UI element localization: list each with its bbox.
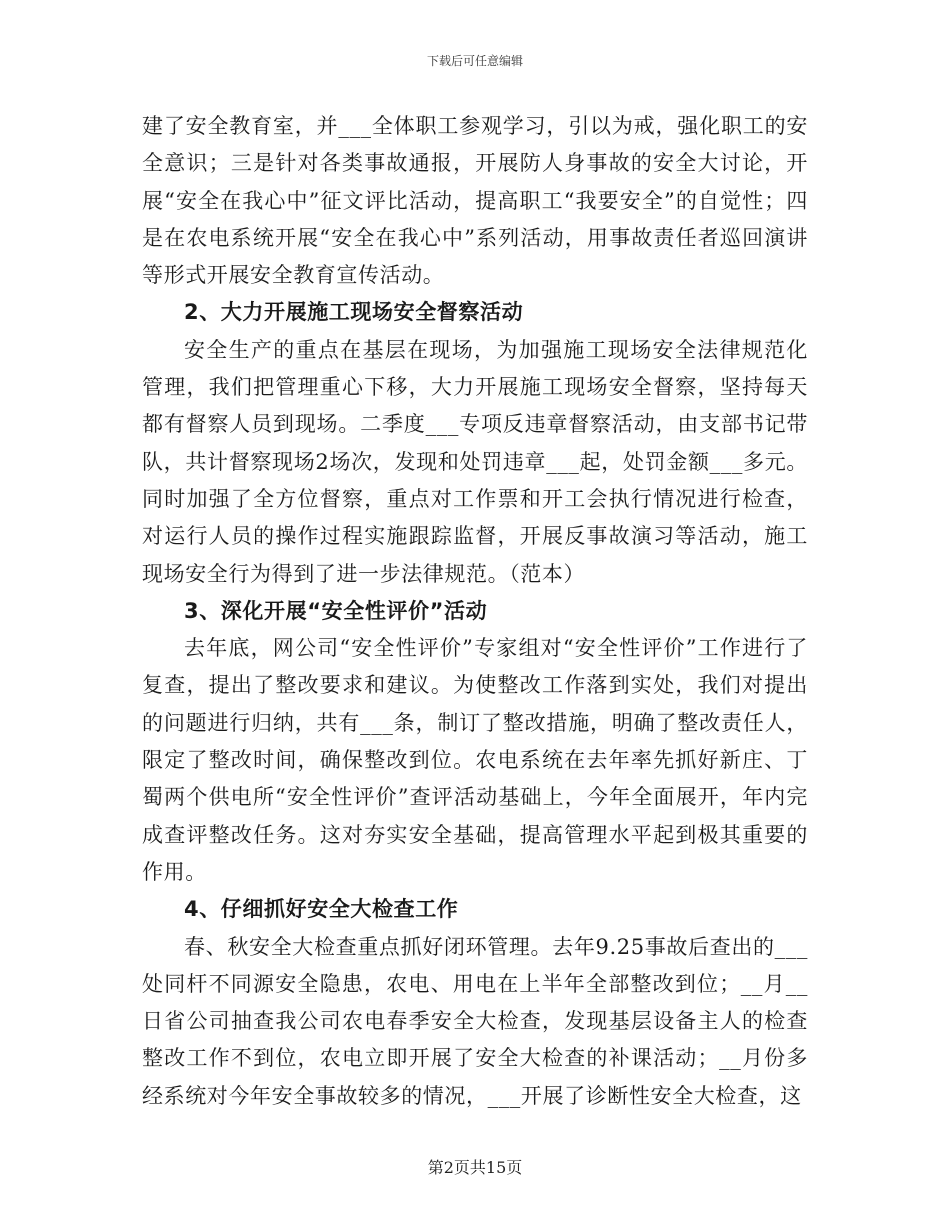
section-heading-4: 4、仔细抓好安全大检查工作 [184,897,459,922]
paragraph-section-3: 去年底，网公司“安全性评价”专家组对“安全性评价”工作进行了复查，提出了整改要求和建议。为使整改工作落到实处，我们对提出的问题进行归纳，共有___条，制订了整改措施，明确了整改责任人，限定了整改时间，确保整改到位。农电系统在去年率先抓好新庄、丁蜀两个供电所“安全性评价”查评活动基础上，今年全面展开，年内完成查评整改任务。这对夯实安全基础，提高管理水平起到极其重要的作用。 [142,636,808,884]
document-body [142,108,808,1115]
section-heading-3: 3、深化开展“安全性评价”活动 [184,598,488,623]
paragraph-section-4: 春、秋安全大检查重点抓好闭环管理。去年9.25事故后查出的___处同杆不同源安全隐患，农电、用电在上半年全部整改到位；__月__日省公司抽查我公司农电春季安全大检查，发现基层设备主人的检查整改工作不到位，农电立即开展了安全大检查的补课活动；__月份多经系统对今年安全事故较多的情况，___开展了诊断性安全大检查，这 [142,934,808,1108]
paragraph-section-2: 安全生产的重点在基层在现场，为加强施工现场安全法律规范化管理，我们把管理重心下移，大力开展施工现场安全督察，坚持每天都有督察人员到现场。二季度___专项反违章督察活动，由支部书记带队，共计督察现场2场次，发现和处罚违章___起，处罚金额___多元。同时加强了全方位督察，重点对工作票和开工会执行情况进行检查，对运行人员的操作过程实施跟踪监督，开展反事故演习等活动，施工现场安全行为得到了进一步法律规范。（范本） [142,337,808,586]
page-header-note: 下载后可任意编辑 [426,54,523,68]
page-number: 第2页共15页 [427,1158,523,1177]
section-heading-2: 2、大力开展施工现场安全督察活动 [184,300,524,325]
paragraph-continued: 建了安全教育室，并___全体职工参观学习，引以为戒，强化职工的安全意识；三是针对各类事故通报，开展防人身事故的安全大讨论，开展“安全在我心中”征文评比活动，提高职工“我要安全”的自觉性；四是在农电系统开展“安全在我心中”系列活动，用事故责任者巡回演讲等形式开展安全教育宣传活动。 [142,114,808,288]
